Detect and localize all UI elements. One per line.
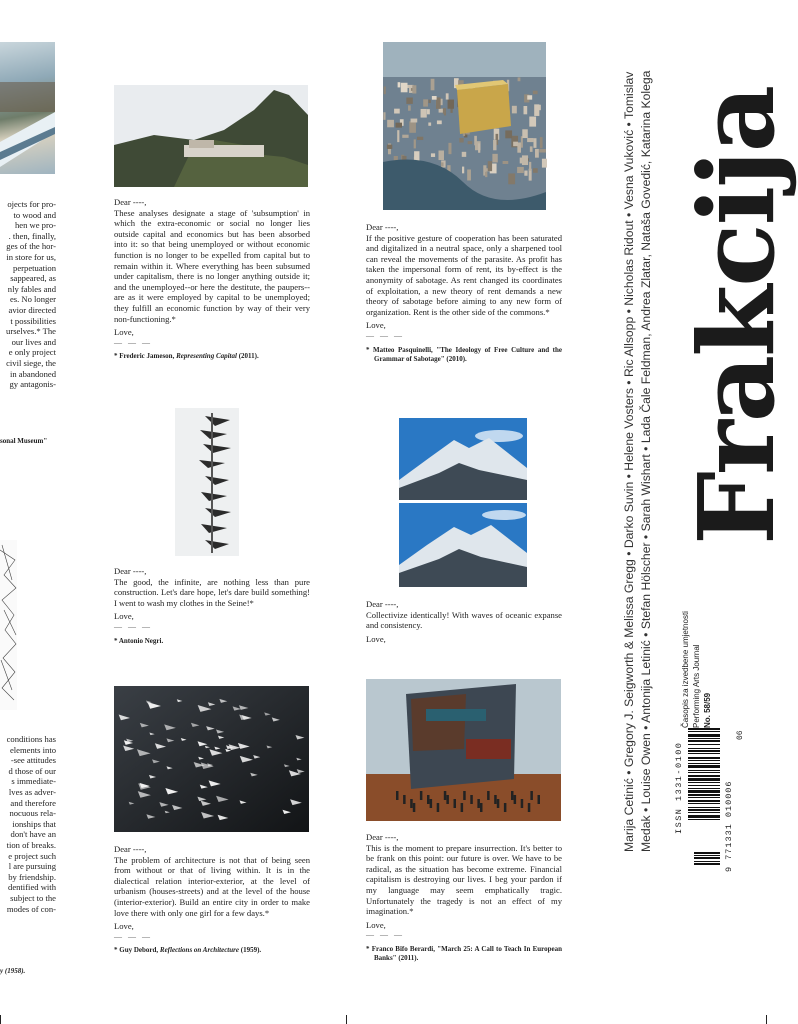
crop-mark [766, 1015, 767, 1024]
fragment-line: avior directed [8, 304, 56, 315]
fragment-line: ges of the hor- [6, 241, 56, 252]
fragment-line: by friendship. [8, 871, 56, 882]
fragment-line: -see attitudes [10, 755, 56, 766]
subtitle-en: Performing Arts Journal [692, 644, 701, 728]
left-fragment-top [0, 199, 56, 390]
fragment-line: d those of our [8, 765, 56, 776]
fragment-line: ojects for pro- [7, 199, 56, 209]
fragment-line: dentified with [8, 882, 56, 893]
left-caption-fragment: sonal Museum" [0, 437, 48, 445]
letter-greeting: Dear ----, [366, 832, 399, 842]
crop-mark [346, 1015, 347, 1024]
letter-greeting: Dear ----, [366, 222, 399, 232]
fragment-line: our lives and [11, 336, 56, 347]
fragment-line: don't have an [10, 829, 56, 840]
letter-jameson [114, 197, 310, 361]
letter-signoff: Love, [114, 921, 134, 932]
fragment-line: tion of breaks. [6, 839, 56, 850]
contributors-line-2: Medak • Louise Owen • Antonija Letinić • Stefan Hölscher • Sarah Wishart • Lada Čale Feldman, Andrea Zlatar, Nataša Govedić, Katarina Kolega [639, 70, 653, 852]
fragment-line: elements into [9, 744, 56, 755]
letter-greeting: Dear ----, [114, 566, 147, 576]
letter-dash: — — — [114, 621, 152, 631]
subtitle-hr: Časopis za izvedbene umjetnosti [681, 611, 690, 728]
letter-greeting: Dear ----, [114, 197, 147, 207]
barcode-digits: 9 771331 010006 [724, 780, 734, 872]
photo-paper-boats-stack [175, 408, 239, 556]
letter-dash: — — — [114, 931, 152, 941]
fragment-line: ionships that [12, 818, 56, 829]
fragment-line: nocuous rela- [9, 808, 56, 819]
fragment-line: sappeared, as [10, 273, 56, 284]
photo-mountain-top [399, 418, 527, 500]
photo-mountain-village [114, 85, 308, 187]
fragment-line: to wood and [13, 209, 56, 220]
letter-body: The problem of architecture is not that of being seen from without or that of living within. It is in the dialectical relation interior-exterior, at the level of urbanism (houses-streets) and at the level of the house (interior-exterior). Build an entire city in order to make love there with only one girl for a few days.* [114, 854, 310, 918]
letter-greeting: Dear ----, [366, 599, 399, 609]
fragment-line: and therefore [10, 797, 56, 808]
letter-greeting: Dear ----, [114, 844, 147, 854]
left-photo-sketch [0, 540, 17, 710]
letter-signoff: Love, [114, 611, 134, 622]
barcode-addon-digits: 06 [736, 730, 745, 740]
letter-body: This is the moment to prepare insurrection. It's better to be frank on this point: our future is over. We have to be radical, as the situation has become extreme. Financial capitalism is destroying our lives. I beg your pardon if my language may seem emphatically tragic. Unfortunately the tragedy is not an effect of my imagination.* [366, 842, 562, 917]
barcode [688, 728, 720, 876]
issn-label: ISSN 1331-0100 [674, 741, 684, 834]
letter-footnote: * Guy Debord, Reflections on Architecture (1959). [114, 946, 262, 955]
fragment-line: e only project [8, 347, 56, 358]
letter-dash: — — — [366, 330, 404, 340]
letter-body: The good, the infinite, are nothing less than pure construction. Let's dare hope, let's dare build something! I went to wash my clothes in the Seine!* [114, 576, 310, 608]
letter-collectivize [366, 599, 562, 644]
fragment-line: urselves.* The [6, 326, 56, 337]
fragment-line: nly fables and [7, 283, 56, 294]
letter-body: These analyses designate a stage of 'subsumption' in which the extra-economic or social no longer lies outside capital and economics but has been absorbed into it: so that being unemployed or without economic function is no longer to be expelled from capital but to remain within it. Where everything has been subsumed under capitalism, there is no longer anything outside it; and the unemployed--or here the destitute, the paupers--are as it were employed by capital to be unemployed; they fulfill an economic function by way of their very non-functioning.* [114, 207, 310, 324]
letter-berardi [366, 832, 562, 963]
fragment-line: in store for us, [6, 251, 56, 262]
fragment-line: es. No longer [9, 294, 56, 305]
issue-number: No. 58/59 [703, 692, 712, 728]
fragment-line: in abandoned [9, 368, 56, 379]
photo-city-gold-cube [383, 42, 546, 210]
journal-subtitle [680, 611, 713, 728]
magazine-title: Frakcija [675, 86, 798, 545]
fragment-line: perpetuation [13, 262, 56, 273]
fragment-line: lves as adver- [8, 786, 56, 797]
letter-negri [114, 566, 310, 646]
letter-dash: — — — [366, 930, 404, 940]
letter-footnote: * Franco Bifo Berardi, "March 25: A Call to Teach In European Banks" (2011). [366, 944, 562, 962]
letter-footnote: * Matteo Pasquinelli, "The Ideology of Free Culture and the Grammar of Sabotage" (2010). [366, 345, 562, 363]
fragment-line: l are pursuing [8, 861, 56, 872]
fragment-line: modes of con- [6, 903, 56, 914]
fragment-line: hen we pro- [14, 220, 56, 231]
letter-signoff: Love, [366, 320, 386, 331]
letter-signoff: Love, [366, 919, 386, 930]
fragment-line: e project such [8, 850, 56, 861]
letter-signoff: Love, [366, 633, 386, 644]
fragment-line: civil siege, the [6, 357, 56, 368]
crop-mark [0, 1015, 1, 1024]
photo-paper-planes-wall [114, 686, 309, 832]
fragment-line: . then, finally, [8, 230, 56, 241]
contributors-line-1: Marija Cetinić • Gregory J. Seigworth & Melissa Gregg • Darko Suvin • Helene Vosters • Ric Allsopp • Nicholas Ridout • Vesna Vuković • Tomislav [622, 71, 636, 852]
letter-dash: — — — [114, 337, 152, 347]
fragment-line: conditions has [6, 734, 56, 744]
letter-body: Collectivize identically! With waves of oceanic expanse and consistency. [366, 609, 562, 631]
fragment-line: t possibilities [10, 315, 56, 326]
letter-body: If the positive gesture of cooperation has been saturated and digitalized in a neutral space, only a sharpened tool can reveal the movements of the parasite. As profit has taken the impersonal form of rent, its by-effect is the anonymity of sabotage. As rent changed its coordinates of exploitation, a new theory of rent demands a new theory of sabotage before aiming to any new form of organization. Rent is the other side of the commons.* [366, 232, 562, 317]
letter-pasquinelli [366, 222, 562, 364]
left-footnote-fragment: y (1958). [0, 967, 26, 975]
letter-footnote: * Frederic Jameson, Representing Capital (2011). [114, 352, 259, 361]
left-fragment-bottom [0, 734, 56, 914]
fragment-line: gy antagonis- [9, 379, 56, 390]
letter-footnote: * Antonio Negri. [114, 636, 164, 645]
photo-mountain-bottom [399, 503, 527, 587]
letter-signoff: Love, [114, 327, 134, 338]
left-photo-cityscape [0, 42, 55, 174]
photo-shipwreck-crowd [366, 679, 561, 821]
fragment-line: subject to the [10, 892, 56, 903]
letter-debord [114, 844, 310, 955]
fragment-line: s immediate- [11, 776, 56, 787]
